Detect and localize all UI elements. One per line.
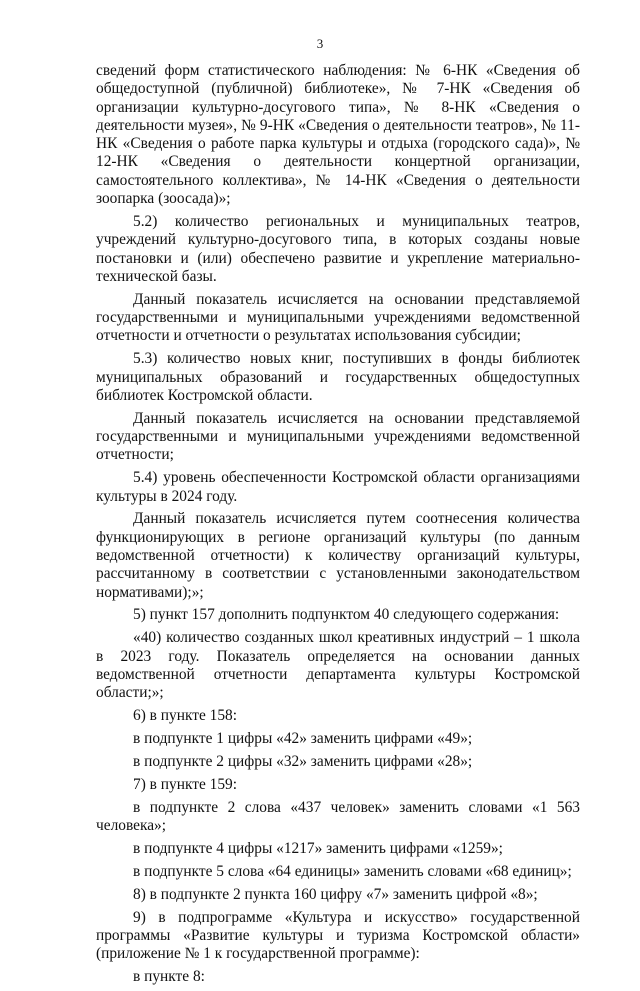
paragraph-item-7-sub-5: в подпункте 5 слова «64 единицы» заменить словами «68 единиц»; (133, 862, 572, 880)
paragraph-item-6: 6) в пункте 158: (133, 707, 237, 725)
paragraph-5-2: 5.2) количество региональных и муниципальных театров, учреждений культурно-досугового типа, в которых созданы новые постановки и (или) обеспечено развитие и укрепление материально-технической базы. (96, 212, 580, 285)
paragraph-5-4-calculation: Данный показатель исчисляется путем соотнесения количества функционирующих в регионе организаций культуры (по данным ведомственной отчетности) к количеству организаций культуры, рассчитанному в соответствии с установленными законодательством нормативами);»; (96, 510, 580, 601)
paragraph-item-7-sub-2: в подпункте 2 слова «437 человек» заменить словами «1 563 человека»; (96, 798, 580, 834)
paragraph-item-5: 5) пункт 157 дополнить подпунктом 40 следующего содержания: (133, 606, 560, 624)
paragraph-subitem-40: «40) количество созданных школ креативных индустрий – 1 школа в 2023 году. Показатель определяется на основании данных ведомственной отчетности департамента культуры Костромской области;»; (96, 629, 580, 702)
paragraph-item-7: 7) в пункте 159: (133, 775, 237, 793)
paragraph-item-9: 9) в подпрограмме «Культура и искусство» государственной программы «Развитие культуры и туризма Костромской области» (приложение № 1 к государственной программе): (96, 908, 580, 963)
paragraph-5-2-calculation: Данный показатель исчисляется на основании представляемой государственными и муниципальными учреждениями ведомственной отчетности и отчетности о результатах использования субсидии; (96, 290, 580, 345)
paragraph-5-3: 5.3) количество новых книг, поступивших в фонды библиотек муниципальных образований и государственных общедоступных библиотек Костромской области. (96, 350, 580, 404)
paragraph-5-4: 5.4) уровень обеспеченности Костромской области организациями культуры в 2024 году. (96, 469, 580, 505)
paragraph-5-3-calculation: Данный показатель исчисляется на основании представляемой государственными и муниципальными учреждениями ведомственной отчетности; (96, 409, 580, 464)
paragraph-item-6-sub-2: в подпункте 2 цифры «32» заменить цифрами «28»; (133, 752, 473, 770)
paragraph-item-9-point-8: в пункте 8: (133, 968, 205, 986)
page-number: 3 (316, 36, 324, 51)
paragraph-item-7-sub-4: в подпункте 4 цифры «1217» заменить цифрами «1259»; (133, 839, 503, 857)
paragraph-statistical-forms: сведений форм статистического наблюдения: № 6-НК «Сведения об общедоступной (публичной) библиотеке», № 7-НК «Сведения об организации культурно-досугового типа», № 8-НК «Сведения о деятельности музея», № 9-НК «Сведения о деятельности театров», № 11-НК «Сведения о работе парка культуры и отдыха (городского сада)», № 12-НК «Сведения о деятельности концертной организации, самостоятельного коллектива», № 14-НК «Сведения о деятельности зоопарка (зоосада)»; (96, 62, 580, 208)
paragraph-item-6-sub-1: в подпункте 1 цифры «42» заменить цифрами «49»; (133, 730, 473, 748)
paragraph-item-8: 8) в подпункте 2 пункта 160 цифру «7» заменить цифрой «8»; (133, 885, 538, 903)
document-body (96, 62, 580, 991)
